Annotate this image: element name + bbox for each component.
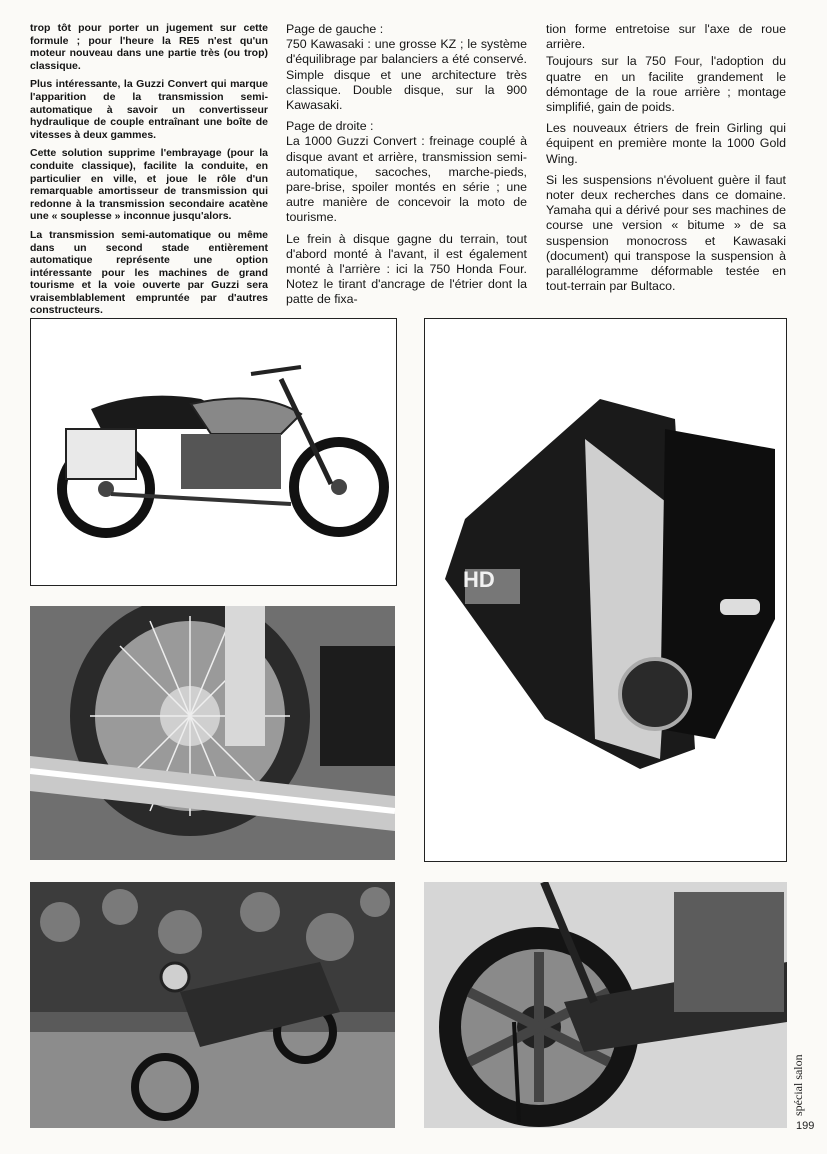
- text-column-1: [30, 22, 268, 323]
- caption-text: Le frein à disque gagne du terrain, tout d'abord monté à l'avant, il est également monté à l'arrière : ici la 750 Honda Four. Notez le tirant d'ancrage de l'étrier dont la patte de fixa-: [286, 231, 527, 307]
- caption-text: Les nouveaux étriers de frein Girling qui équipent en première monte la 1000 Gold Wing.: [546, 121, 786, 166]
- caption-heading: Page de gauche :: [286, 22, 384, 36]
- watermark: HD: [463, 567, 495, 592]
- paragraph: Plus intéressante, la Guzzi Convert qui marque l'apparition de la transmission semi-automatique à savoir un convertisseur hydraulique de couple entraînant une boîte de vitesses à deux gammes.: [30, 78, 268, 141]
- paragraph: trop tôt pour porter un jugement sur cette formule ; pour l'heure la RE5 n'est qu'un moteur nouveau dans une partie très (ou trop) classique.: [30, 22, 268, 72]
- photo-guzzi-convert: [30, 318, 397, 586]
- text-column-2: [286, 22, 527, 314]
- paragraph: Cette solution supprime l'embrayage (pour la conduite classique), facilite la conduite, en particulier en ville, et joue le rôle d'un remarquable amortisseur de transmission qui redonne à la transmission secondaire acatène une « souplesse » inconnue jusqu'alors.: [30, 147, 268, 223]
- caption-text: tion forme entretoise sur l'axe de roue arrière.: [546, 22, 786, 52]
- caption-text: La 1000 Guzzi Convert : freinage couplé à disque avant et arrière, transmission semi-automatique, sacoches, marche-pieds, pare-brise, spoiler montés en série ; une autre manière de concevoir la moto de tourisme.: [286, 134, 527, 225]
- caption-text: Toujours sur la 750 Four, l'adoption du quatre en un facilite grandement le démontage de la roue arrière ; montage simplifié, gain de poids.: [546, 54, 786, 115]
- caption-heading: Page de droite :: [286, 119, 374, 134]
- page-number: 199: [796, 1120, 815, 1132]
- text-column-3: [546, 22, 786, 300]
- photo-honda-four-garden: [30, 882, 395, 1128]
- photo-honda-rear-brake: [30, 606, 395, 860]
- paragraph: La transmission semi-automatique ou même dans un second stade entièrement automatique représente une option intéressante pour les machines de grand tourisme et la voie ouverte par Guzzi sera vraisemblablement empruntée par d'autres constructeurs.: [30, 228, 268, 317]
- caption-text: Si les suspensions n'évoluent guère il faut noter deux recherches dans ce domaine. Yamaha qui a dérivé pour ses machines de course une version « bitume » de sa suspension monocross et Kawasaki (document) qui transpose la suspension à parallélogramme déformable testée en tout-terrain par Bultaco.: [546, 172, 786, 294]
- photo-kawasaki-suspension: [424, 882, 787, 1128]
- caption-text: 750 Kawasaki : une grosse KZ ; le système d'équilibrage par balanciers a été conservé. Simple disque et une architecture très classique. Double disque, sur la 900 Kawasaki.: [286, 37, 527, 113]
- running-head: spécial salon: [791, 1054, 805, 1116]
